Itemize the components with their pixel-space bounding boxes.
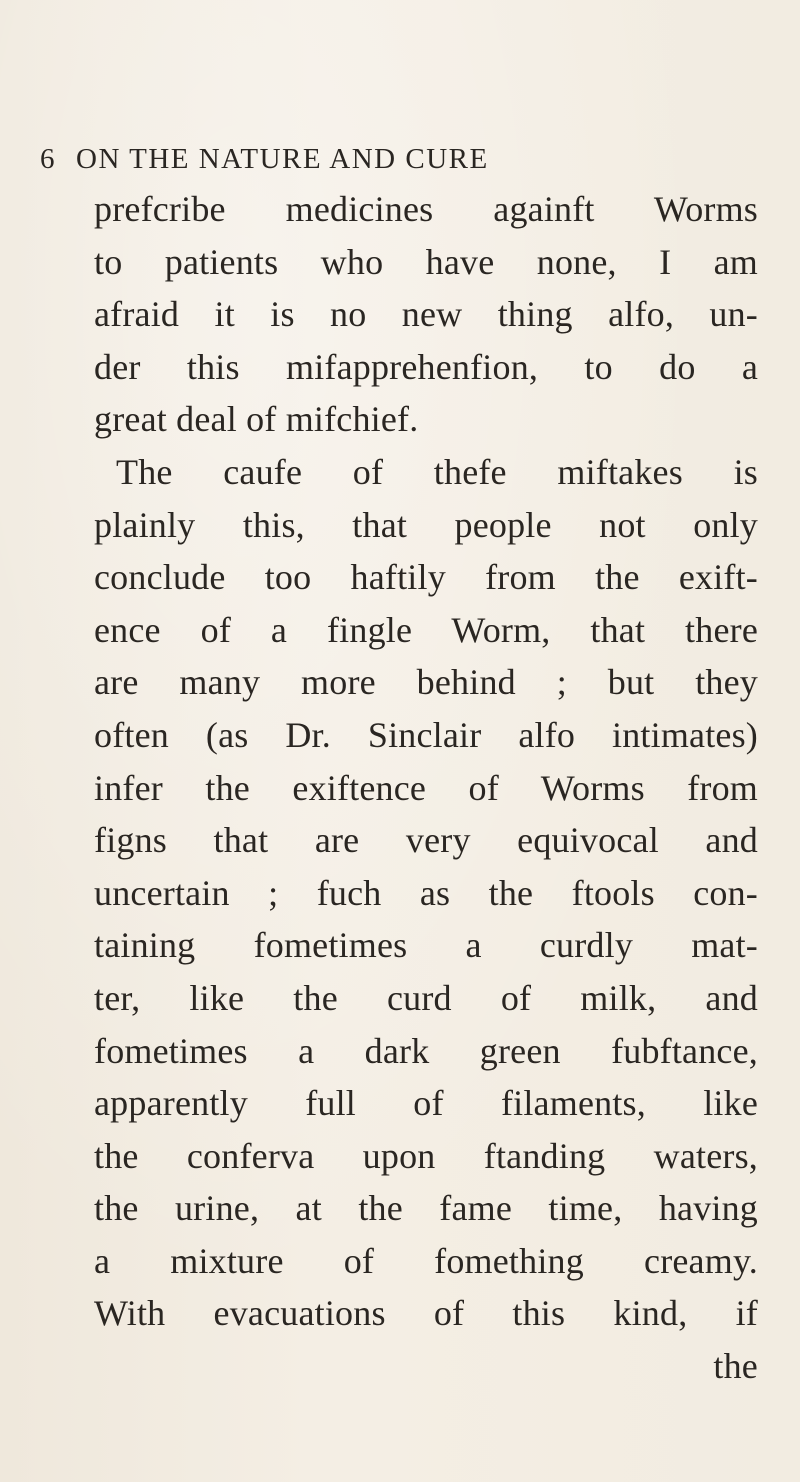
text-line: fometimes a dark green fubftance, xyxy=(94,1030,758,1071)
text-line: afraid it is no new thing alfo, un- xyxy=(94,294,758,335)
text-line: plainly this, that people not only xyxy=(94,504,758,545)
text-line: ence of a fingle Worm, that there xyxy=(94,609,758,650)
text-line: uncertain ; fuch as the ftools con- xyxy=(94,872,758,913)
catchword: the xyxy=(713,1346,758,1387)
text-line: the conferva upon ftanding waters, xyxy=(94,1135,758,1176)
text-line: conclude too haftily from the exift- xyxy=(94,557,758,598)
text-line: ter, like the curd of milk, and xyxy=(94,977,758,1018)
text-line: the urine, at the fame time, having xyxy=(94,1188,758,1229)
text-line: infer the exiftence of Worms from xyxy=(94,767,758,808)
text-line: often (as Dr. Sinclair alfo intimates) xyxy=(94,714,758,755)
text-line: prefcribe medicines againft Worms xyxy=(94,189,758,229)
text-line: apparently full of filaments, like xyxy=(94,1083,758,1124)
text-line: are many more behind ; but they xyxy=(94,662,758,703)
text-line: great deal of mifchief. xyxy=(94,399,419,440)
page-number: 6 xyxy=(40,143,56,175)
text-line: a mixture of fomething creamy. xyxy=(94,1240,758,1281)
text-line: taining fometimes a curdly mat- xyxy=(94,925,758,966)
running-header xyxy=(40,143,489,176)
text-line: With evacuations of this kind, if xyxy=(94,1293,758,1334)
running-title: ON THE NATURE AND CURE xyxy=(76,143,489,175)
text-line: der this mifapprehenfion, to do a xyxy=(94,346,758,387)
text-line: to patients who have none, I am xyxy=(94,241,758,282)
body-text xyxy=(94,183,758,1393)
text-line: figns that are very equivocal and xyxy=(94,820,758,861)
text-line: The caufe of thefe miftakes is xyxy=(116,451,758,492)
